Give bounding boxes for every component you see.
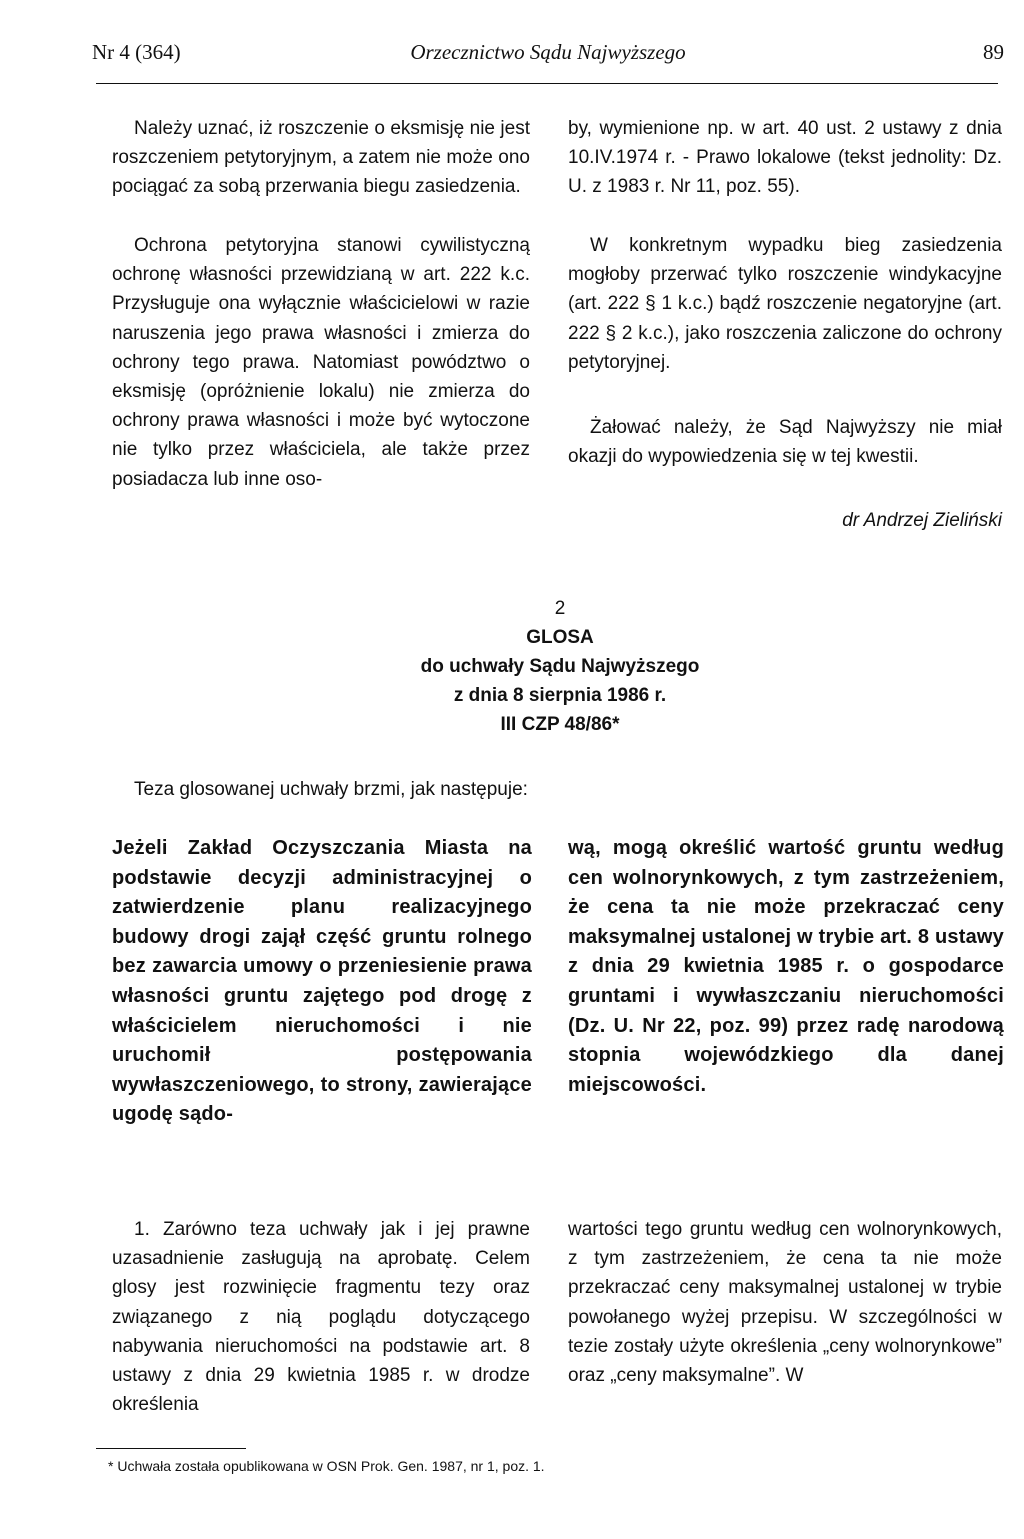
intro-left-paragraph-1: Należy uznać, iż roszczenie o eksmisję nie jest roszczeniem petytoryjnym, a zatem nie może ono pociągać za sobą przerwania biegu zasiedzenia.	[112, 118, 530, 198]
intro-right-paragraph-1: by, wymienione np. w art. 40 ust. 2 ustawy z dnia 10.IV.1974 r. - Prawo lokalowe (tekst jednolity: Dz. U. z 1983 r. Nr 11, poz. 55).	[568, 118, 1002, 198]
page-number: 89	[983, 40, 1004, 64]
section-subtitle-2: z dnia 8 sierpnia 1986 r.	[453, 685, 667, 706]
journal-title: Orzecznictwo Sądu Najwyższego	[410, 40, 686, 64]
intro-right-paragraph-2: W konkretnym wypadku bieg zasiedzenia mogłoby przerwać tylko roszczenie windykacyjne (art. 222 § 1 k.c.) bądź roszczenie negatoryjne (art. 222 § 2 k.c.), jako roszczenia zaliczone do ochrony petytoryjnej.	[568, 235, 1002, 373]
thesis-intro: Teza glosowanej uchwały brzmi, jak następuje:	[134, 779, 528, 800]
footnote: * Uchwała została opublikowana w OSN Prok. Gen. 1987, nr 1, poz. 1.	[108, 1458, 545, 1474]
section-subtitle-3: III CZP 48/86*	[500, 714, 620, 735]
running-header	[92, 40, 1004, 76]
thesis-text-left: Jeżeli Zakład Oczyszczania Miasta na podstawie decyzji administracyjnej o zatwierdzenie planu realizacyjnego budowy drogi zajął część gruntu rolnego bez zawarcia umowy o przeniesienie prawa własności gruntu zajętego pod drogę z właścicielem nieruchomości i nie uruchomił postępowania wywłaszczeniowego, to strony, zawierające ugodę sądo-	[112, 837, 532, 1126]
intro-right-paragraph-3: Żałować należy, że Sąd Najwyższy nie miał okazji do wypowiedzenia się w tej kwestii.	[568, 417, 1002, 468]
issue-number: Nr 4 (364)	[92, 40, 181, 64]
author-signature: dr Andrzej Zieliński	[842, 510, 1002, 531]
body-right-paragraph: wartości tego gruntu według cen wolnorynkowych, z tym zastrzeżeniem, że cena ta nie może przekraczać ceny maksymalnej ustalonej w trybie powołanego wyżej przepisu. W szczególności w tezie zostały użyte określenia „ceny wolnorynkowe” oraz „ceny maksymalne”. W	[568, 1219, 1002, 1387]
section-number: 2	[554, 598, 566, 619]
body-left-paragraph: 1. Zarówno teza uchwały jak i jej prawne uzasadnienie zasługują na aprobatę. Celem glosy jest rozwinięcie fragmentu tezy oraz związanego z nią poglądu dotyczącego nabywania nieruchomości na podstawie art. 8 ustawy z dnia 29 kwietnia 1985 r. w drodze określenia	[112, 1219, 530, 1416]
intro-left-paragraph-2: Ochrona petytoryjna stanowi cywilistyczną ochronę własności przewidzianą w art. 222 k.c. Przysługuje ona wyłącznie właścicielowi w razie naruszenia jego prawa własności i zmierza do ochrony tego prawa. Natomiast powództwo o eksmisję (opróżnienie lokalu) nie zmierza do ochrony prawa własności i może być wytoczone nie tylko przez właściciela, ale także przez posiadacza lub inne oso-	[112, 235, 530, 490]
thesis-text-right: wą, mogą określić wartość gruntu według cen wolnorynkowych, z tym zastrzeżeniem, że cena ta nie może przekraczać ceny maksymalnej ustalonej w trybie art. 8 ustawy z dnia 29 kwietnia 1985 r. o gospodarce gruntami i wywłaszczaniu nieruchomości (Dz. U. Nr 22, poz. 99) przez radę narodową stopnia wojewódzkiego dla danej miejscowości.	[568, 837, 1004, 1096]
section-heading	[300, 594, 820, 739]
section-title: GLOSA	[526, 627, 594, 648]
header-rule	[96, 83, 998, 84]
footnote-rule	[96, 1448, 246, 1449]
section-subtitle-1: do uchwały Sądu Najwyższego	[420, 656, 700, 677]
